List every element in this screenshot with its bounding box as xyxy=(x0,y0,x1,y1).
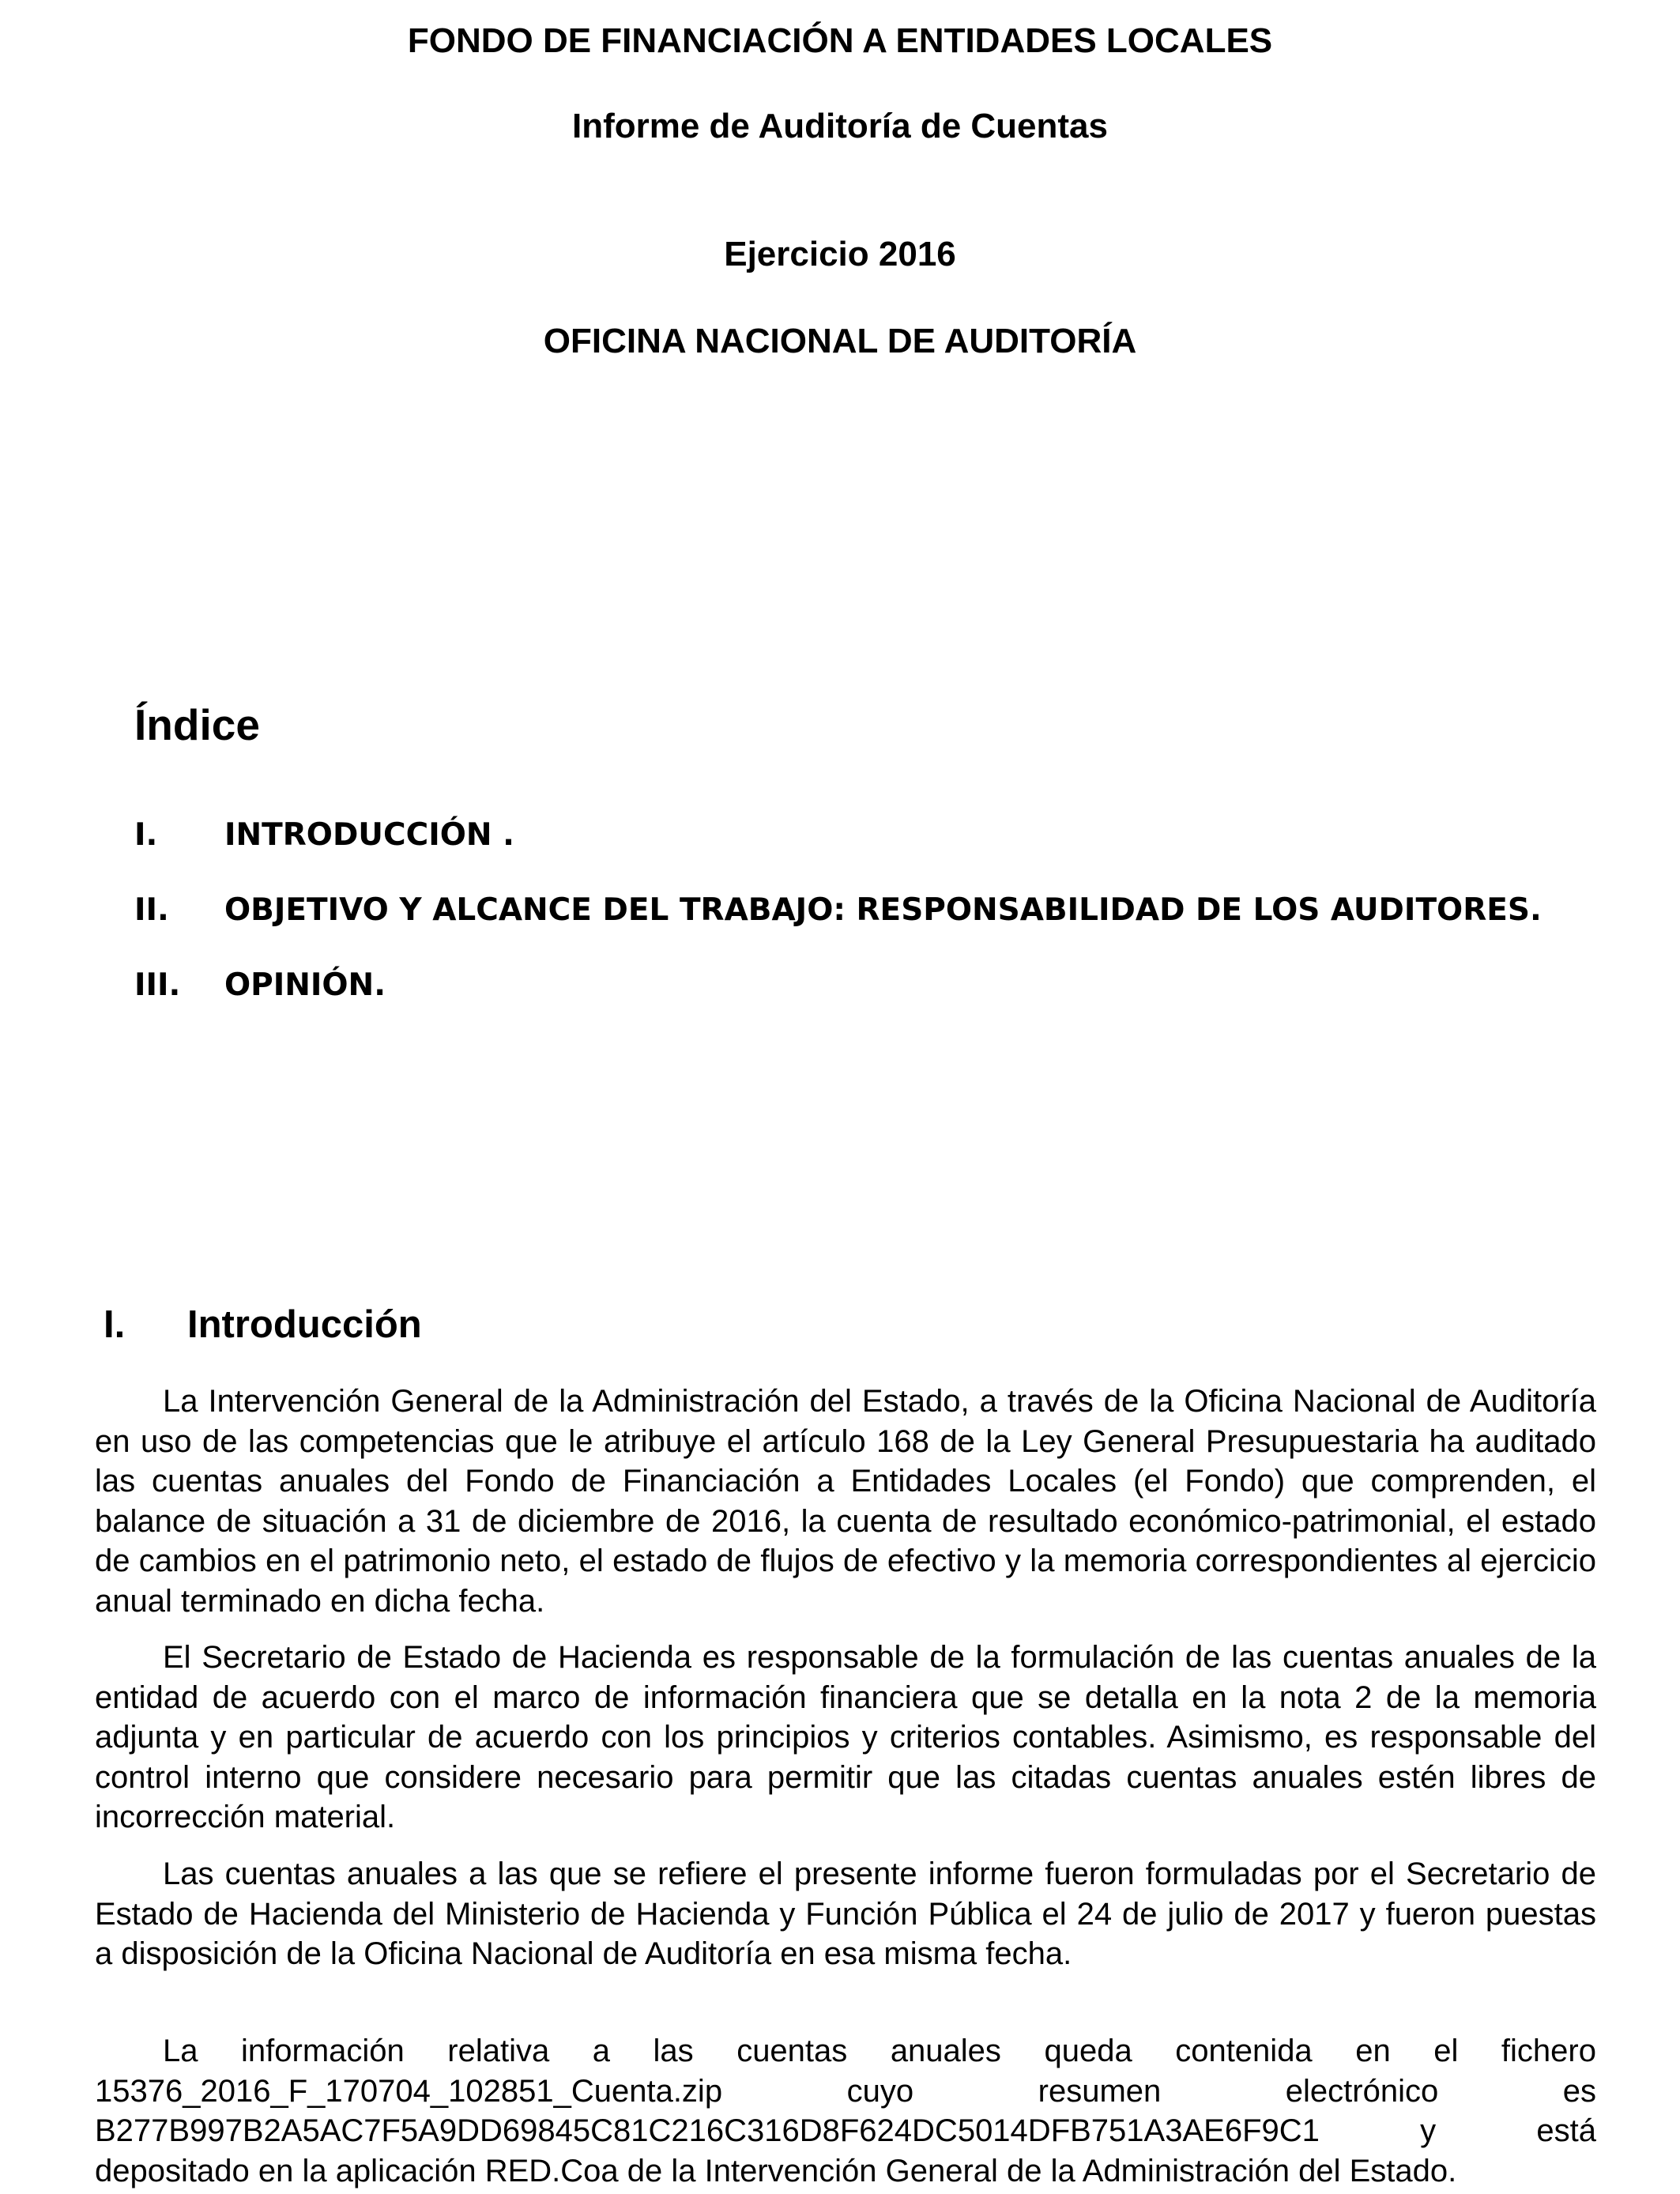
paragraph-responsibility: El Secretario de Estado de Hacienda es responsable de la formulación de las cuentas anuales de la entidad de acuerdo con el marco de información financiera que se detalla en la nota 2 de la memoria adjunta y en particular de acuerdo con los principios y criterios contables. Asimismo, es responsable del control interno que considere necesario para permitir que las citadas cuentas anuales estén libres de incorrección material. xyxy=(95,1640,1596,1834)
word: cuyo xyxy=(846,2073,914,2109)
fiscal-year-label: Ejercicio 2016 xyxy=(724,235,956,273)
file-name: 15376_2016_F_170704_102851_Cuenta.zip xyxy=(95,2073,723,2109)
word: y xyxy=(1420,2113,1437,2148)
word: queda xyxy=(1044,2034,1132,2068)
index-item-number: I. xyxy=(134,817,158,853)
file-info-line-4: depositado en la aplicación RED.Coa de la Intervención General de la Administración del Estado. xyxy=(95,2153,1457,2188)
word: el xyxy=(1433,2034,1459,2068)
word: fichero xyxy=(1501,2034,1596,2068)
index-item-label: INTRODUCCIÓN . xyxy=(224,817,514,853)
index-item-opinion[interactable] xyxy=(134,967,1636,1017)
paragraph-audit-scope: La Intervención General de la Administración del Estado, a través de la Oficina Nacional de Auditoría en uso de las competencias que le atribuye el artículo 168 de la Ley General Presupuestaria ha auditado las cuentas anuales del Fondo de Financiación a Entidades Locales (el Fondo) que comprenden, el balance de situación a 31 de diciembre de 2016, la cuenta de resultado económico-patrimonial, el estado de cambios en el patrimonio neto, el estado de flujos de efectivo y la memoria correspondientes al ejercicio anual terminado en dicha fecha. xyxy=(95,1384,1596,1619)
word: cuentas xyxy=(736,2034,848,2068)
index-item-introduccion[interactable] xyxy=(134,817,1636,867)
index-item-label: OPINIÓN. xyxy=(224,967,386,1003)
index-title: Índice xyxy=(134,700,260,749)
file-info-line-1 xyxy=(95,2031,1596,2071)
file-info-line-3 xyxy=(95,2111,1596,2151)
section-title: Introducción xyxy=(187,1303,422,1346)
word: anuales xyxy=(890,2034,1001,2068)
document-title: FONDO DE FINANCIACIÓN A ENTIDADES LOCALES xyxy=(407,21,1273,60)
office-name: OFICINA NACIONAL DE AUDITORÍA xyxy=(543,322,1137,360)
word: información xyxy=(241,2034,405,2068)
word: electrónico xyxy=(1285,2073,1439,2109)
word: contenida xyxy=(1175,2034,1313,2068)
paragraph-formulation: Las cuentas anuales a las que se refiere el presente informe fueron formuladas por el Secretario de Estado de Hacienda del Ministerio de Hacienda y Función Pública el 24 de julio de 2017 y fueron puestas a disposición de la Oficina Nacional de Auditoría en esa misma fecha. xyxy=(95,1857,1596,1971)
index-item-label: OBJETIVO Y ALCANCE DEL TRABAJO: RESPONSABILIDAD DE LOS AUDITORES. xyxy=(224,892,1542,928)
word: relativa xyxy=(447,2034,550,2068)
word: es xyxy=(1562,2073,1596,2109)
index-item-number: II. xyxy=(134,892,169,928)
section-number: I. xyxy=(104,1303,126,1346)
index-item-objetivo-alcance[interactable] xyxy=(134,892,1636,942)
file-info-line-2 xyxy=(95,2071,1596,2112)
word: a xyxy=(592,2034,611,2068)
word: en xyxy=(1355,2034,1391,2068)
paragraph-file-info xyxy=(95,2031,1596,2191)
word: está xyxy=(1536,2113,1596,2148)
word: las xyxy=(653,2034,694,2068)
word: resumen xyxy=(1038,2073,1162,2109)
word: La xyxy=(163,2034,198,2068)
index-item-number: III. xyxy=(134,967,181,1003)
file-hash: B277B997B2A5AC7F5A9DD69845C81C216C316D8F624DC5014DFB751A3AE6F9C1 xyxy=(95,2113,1320,2148)
document-subtitle: Informe de Auditoría de Cuentas xyxy=(571,107,1108,145)
